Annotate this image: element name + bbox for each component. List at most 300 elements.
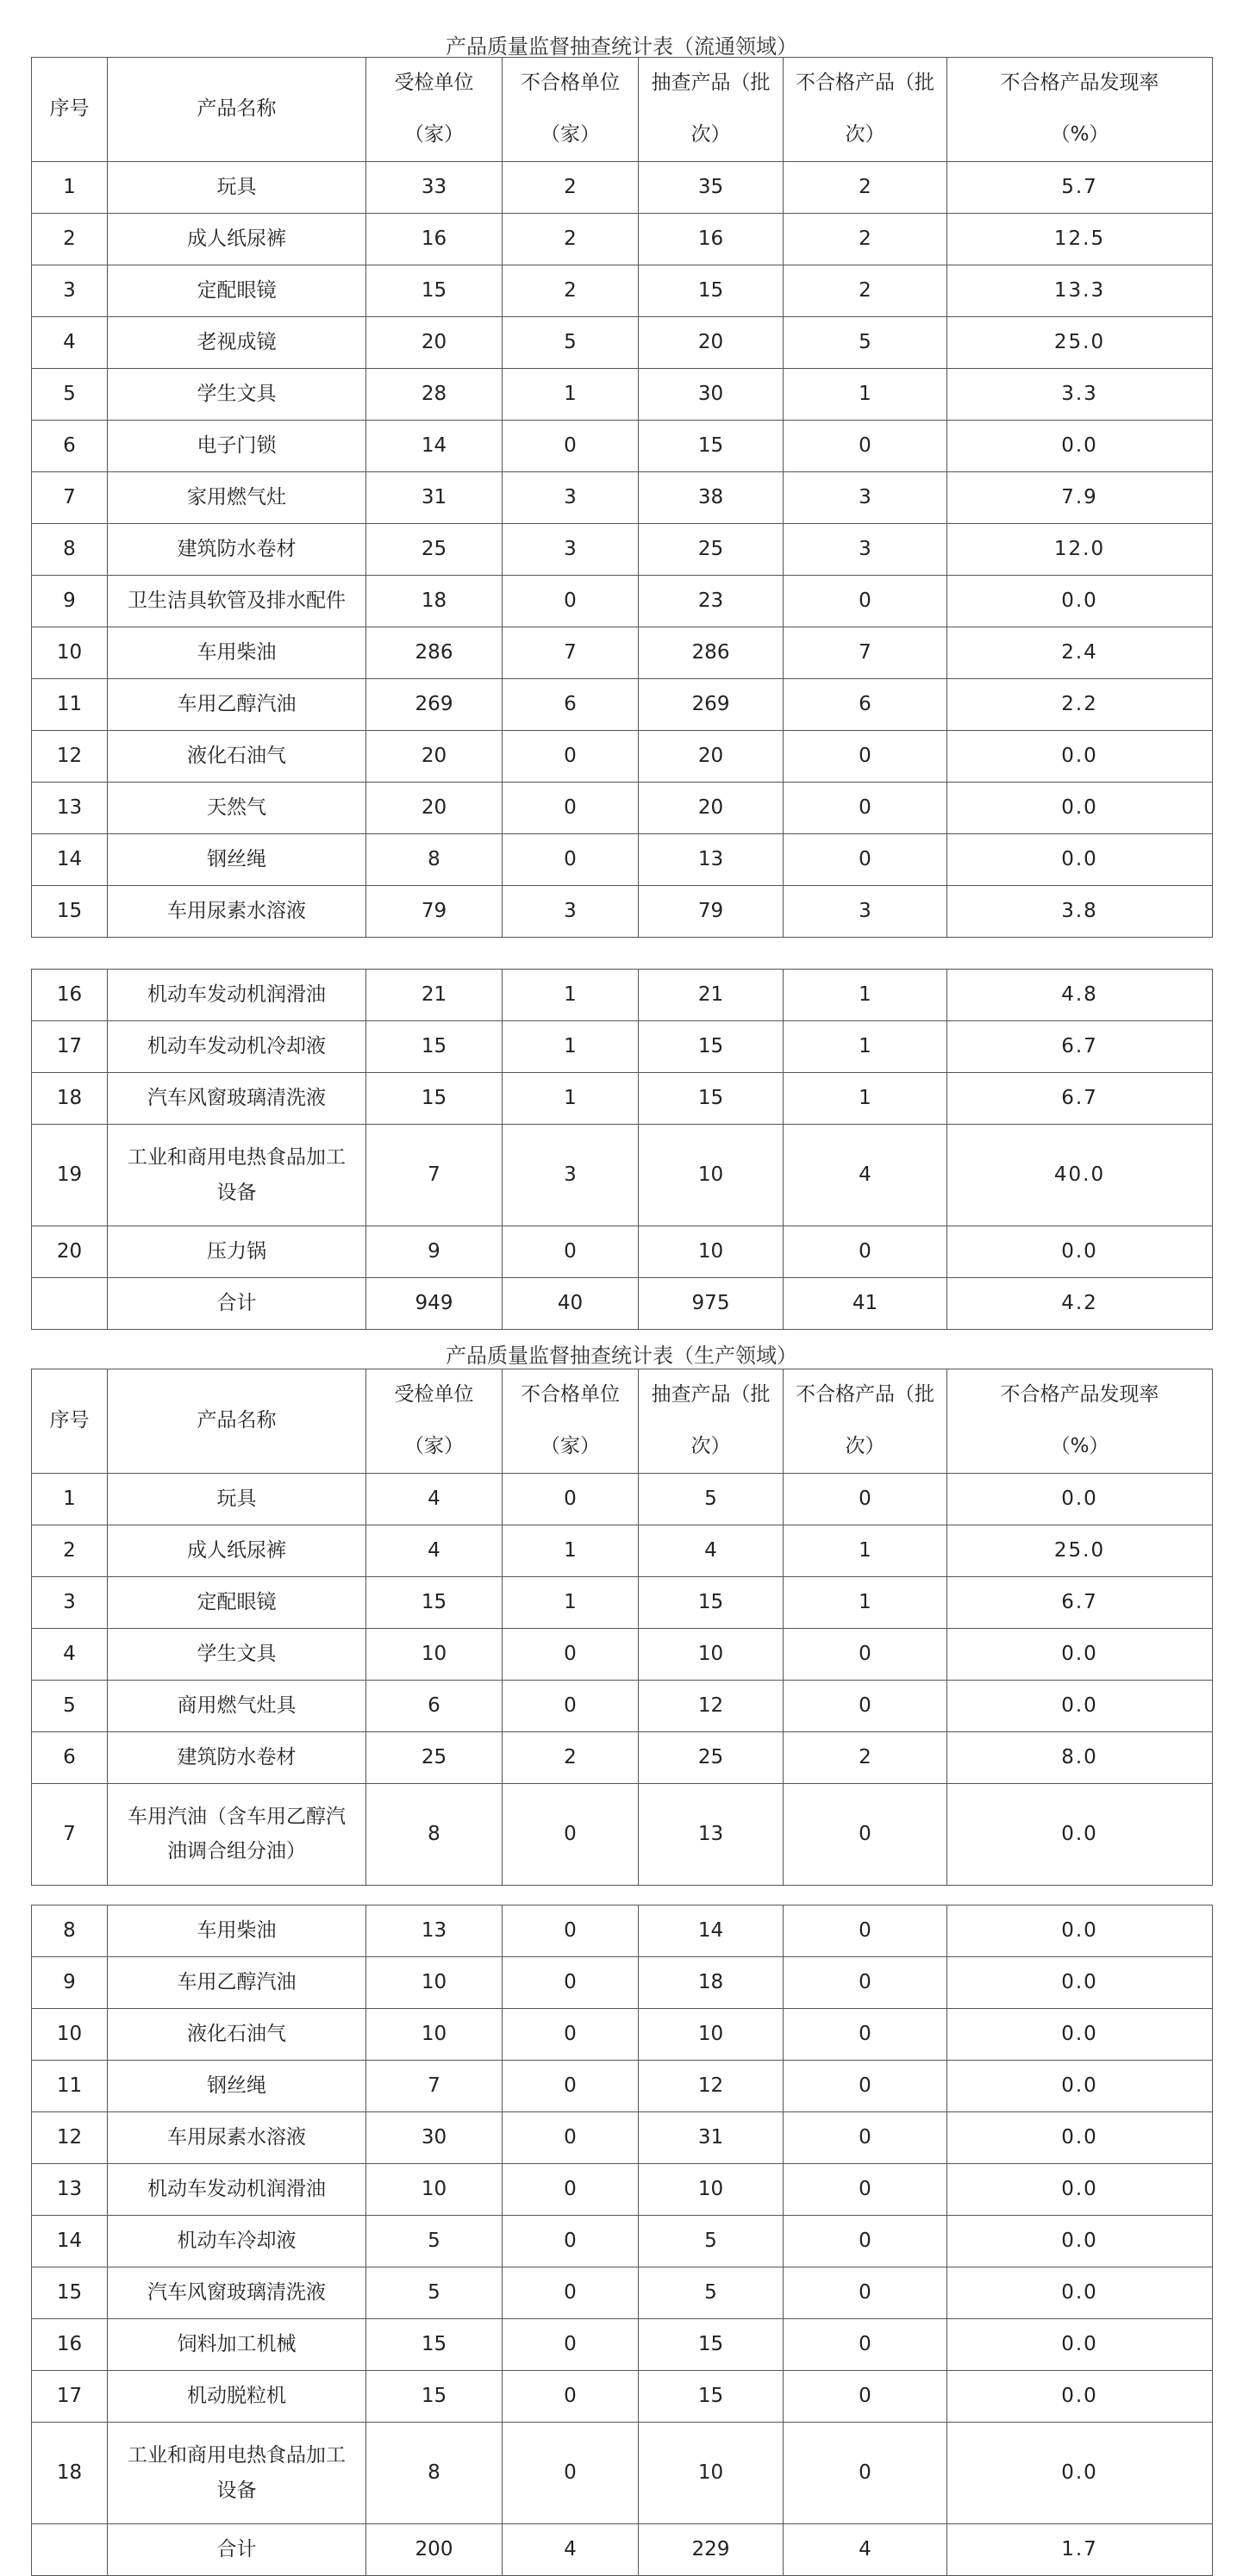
row-batches: 18 (639, 1957, 784, 2009)
row-units: 33 (366, 161, 503, 213)
table-row (32, 2061, 1213, 2112)
row-product-name: 定配眼镜 (108, 265, 366, 316)
row-units: 6 (366, 1680, 503, 1731)
row-units: 286 (366, 627, 503, 678)
table2-header-row (32, 1369, 1213, 1474)
table-row (32, 1525, 1213, 1576)
row-product-name: 成人纸尿裤 (108, 213, 366, 265)
row-seq: 7 (32, 471, 108, 523)
header-seq: 序号 (32, 58, 108, 162)
table-row (32, 2267, 1213, 2319)
row-units: 79 (366, 885, 503, 937)
row-product-name: 机动车发动机润滑油 (108, 2164, 366, 2216)
total-units: 200 (366, 2524, 503, 2576)
row-product-name: 电子门锁 (108, 420, 366, 471)
row-fail-batches: 3 (784, 471, 947, 523)
row-units: 9 (366, 1226, 503, 1278)
header-batches: 抽查产品（批 次） (639, 1369, 784, 1474)
row-fail-units: 0 (503, 1628, 639, 1680)
row-product-name: 卫生洁具软管及排水配件 (108, 575, 366, 627)
row-seq: 17 (32, 2371, 108, 2423)
row-units: 31 (366, 471, 503, 523)
row-batches: 21 (639, 970, 784, 1021)
row-product-name: 建筑防水卷材 (108, 1731, 366, 1783)
table-row (32, 1576, 1213, 1628)
row-fail-units: 0 (503, 1783, 639, 1885)
row-units: 15 (366, 2319, 503, 2371)
row-units: 269 (366, 678, 503, 730)
row-product-name: 钢丝绳 (108, 2061, 366, 2112)
row-fail-batches: 0 (784, 2009, 947, 2061)
row-seq: 9 (32, 575, 108, 627)
table-row (32, 575, 1213, 627)
row-product-name: 老视成镜 (108, 316, 366, 368)
row-batches: 286 (639, 627, 784, 678)
total-row (32, 2524, 1213, 2576)
row-fail-units: 0 (503, 2061, 639, 2112)
row-units: 15 (366, 1576, 503, 1628)
row-units: 21 (366, 970, 503, 1021)
table-row (32, 1021, 1213, 1073)
total-seq (32, 1278, 108, 1330)
row-seq: 17 (32, 1021, 108, 1073)
row-product-name: 液化石油气 (108, 730, 366, 782)
row-product-name: 车用柴油 (108, 627, 366, 678)
table-row (32, 420, 1213, 471)
row-seq: 8 (32, 1905, 108, 1957)
header-name: 产品名称 (108, 1369, 366, 1474)
row-rate: 5.7 (947, 161, 1213, 213)
row-batches: 12 (639, 2061, 784, 2112)
table-row (32, 2216, 1213, 2267)
row-product-name: 天然气 (108, 782, 366, 833)
row-fail-units: 1 (503, 970, 639, 1021)
row-fail-batches: 0 (784, 1783, 947, 1885)
row-fail-units: 3 (503, 1125, 639, 1226)
total-seq (32, 2524, 108, 2576)
row-product-name: 液化石油气 (108, 2009, 366, 2061)
row-rate: 0.0 (947, 1905, 1213, 1957)
row-rate: 6.7 (947, 1021, 1213, 1073)
table1-part1 (31, 57, 1213, 938)
row-product-name: 钢丝绳 (108, 833, 366, 885)
table-row (32, 1731, 1213, 1783)
row-fail-units: 0 (503, 2164, 639, 2216)
table-row (32, 2112, 1213, 2164)
row-fail-batches: 0 (784, 1957, 947, 2009)
row-units: 4 (366, 1525, 503, 1576)
row-units: 15 (366, 1073, 503, 1125)
row-rate: 0.0 (947, 1473, 1213, 1525)
table-row (32, 2319, 1213, 2371)
row-seq: 10 (32, 2009, 108, 2061)
row-rate: 4.8 (947, 970, 1213, 1021)
table-row (32, 1125, 1213, 1226)
row-rate: 12.0 (947, 523, 1213, 575)
header-rate: 不合格产品发现率 （%） (947, 58, 1213, 162)
row-fail-units: 2 (503, 213, 639, 265)
row-rate: 25.0 (947, 316, 1213, 368)
row-units: 10 (366, 1628, 503, 1680)
row-product-name: 车用乙醇汽油 (108, 678, 366, 730)
row-batches: 31 (639, 2112, 784, 2164)
row-units: 4 (366, 1473, 503, 1525)
row-rate: 0.0 (947, 2267, 1213, 2319)
row-product-name: 汽车风窗玻璃清洗液 (108, 2267, 366, 2319)
row-seq: 2 (32, 1525, 108, 1576)
row-product-name: 车用汽油（含车用乙醇汽油调合组分油） (108, 1783, 366, 1885)
row-rate: 6.7 (947, 1073, 1213, 1125)
row-rate: 0.0 (947, 2371, 1213, 2423)
row-batches: 10 (639, 2164, 784, 2216)
row-batches: 15 (639, 1073, 784, 1125)
row-product-name: 饲料加工机械 (108, 2319, 366, 2371)
row-batches: 13 (639, 1783, 784, 1885)
row-fail-batches: 0 (784, 420, 947, 471)
row-fail-batches: 1 (784, 1576, 947, 1628)
row-rate: 0.0 (947, 2061, 1213, 2112)
row-fail-units: 0 (503, 575, 639, 627)
row-product-name: 汽车风窗玻璃清洗液 (108, 1073, 366, 1125)
row-fail-units: 0 (503, 2267, 639, 2319)
row-fail-batches: 0 (784, 1226, 947, 1278)
row-seq: 18 (32, 1073, 108, 1125)
table-row (32, 970, 1213, 1021)
row-fail-units: 1 (503, 1073, 639, 1125)
total-fail-batches: 4 (784, 2524, 947, 2576)
row-units: 5 (366, 2267, 503, 2319)
row-rate: 6.7 (947, 1576, 1213, 1628)
row-product-name: 学生文具 (108, 1628, 366, 1680)
row-fail-batches: 0 (784, 2216, 947, 2267)
row-batches: 25 (639, 523, 784, 575)
row-units: 16 (366, 213, 503, 265)
row-batches: 79 (639, 885, 784, 937)
table-row (32, 2164, 1213, 2216)
row-product-name: 玩具 (108, 1473, 366, 1525)
total-rate: 1.7 (947, 2524, 1213, 2576)
table-row (32, 2423, 1213, 2524)
row-fail-batches: 0 (784, 730, 947, 782)
row-product-name: 定配眼镜 (108, 1576, 366, 1628)
row-units: 25 (366, 1731, 503, 1783)
total-batches: 975 (639, 1278, 784, 1330)
table-row (32, 782, 1213, 833)
row-fail-batches: 1 (784, 1021, 947, 1073)
table-row (32, 523, 1213, 575)
row-seq: 18 (32, 2423, 108, 2524)
row-units: 10 (366, 2009, 503, 2061)
row-batches: 15 (639, 265, 784, 316)
row-fail-batches: 2 (784, 213, 947, 265)
row-units: 7 (366, 1125, 503, 1226)
row-fail-units: 5 (503, 316, 639, 368)
row-fail-units: 1 (503, 368, 639, 420)
row-seq: 3 (32, 1576, 108, 1628)
row-batches: 25 (639, 1731, 784, 1783)
row-rate: 0.0 (947, 2423, 1213, 2524)
row-seq: 12 (32, 2112, 108, 2164)
total-fail-units: 40 (503, 1278, 639, 1330)
row-fail-units: 0 (503, 2423, 639, 2524)
row-rate: 0.0 (947, 2319, 1213, 2371)
row-rate: 0.0 (947, 2009, 1213, 2061)
row-rate: 0.0 (947, 730, 1213, 782)
row-rate: 3.3 (947, 368, 1213, 420)
row-fail-units: 3 (503, 471, 639, 523)
row-product-name: 车用柴油 (108, 1905, 366, 1957)
row-fail-batches: 6 (784, 678, 947, 730)
row-product-name: 压力锅 (108, 1226, 366, 1278)
row-rate: 0.0 (947, 1783, 1213, 1885)
row-fail-units: 0 (503, 1957, 639, 2009)
row-fail-batches: 0 (784, 2164, 947, 2216)
table-row (32, 1905, 1213, 1957)
total-row (32, 1278, 1213, 1330)
row-seq: 3 (32, 265, 108, 316)
row-units: 15 (366, 265, 503, 316)
row-fail-batches: 0 (784, 1680, 947, 1731)
row-product-name: 建筑防水卷材 (108, 523, 366, 575)
table1-part2 (31, 969, 1213, 1330)
row-product-name: 机动脱粒机 (108, 2371, 366, 2423)
row-units: 5 (366, 2216, 503, 2267)
row-seq: 14 (32, 833, 108, 885)
row-seq: 5 (32, 1680, 108, 1731)
table-row (32, 1680, 1213, 1731)
row-fail-batches: 1 (784, 1073, 947, 1125)
table-row (32, 1957, 1213, 2009)
table-row (32, 316, 1213, 368)
row-rate: 3.8 (947, 885, 1213, 937)
row-batches: 10 (639, 1125, 784, 1226)
row-batches: 23 (639, 575, 784, 627)
row-rate: 0.0 (947, 833, 1213, 885)
table-row (32, 2009, 1213, 2061)
row-fail-batches: 5 (784, 316, 947, 368)
row-fail-batches: 0 (784, 2112, 947, 2164)
row-batches: 10 (639, 1628, 784, 1680)
row-batches: 14 (639, 1905, 784, 1957)
row-rate: 40.0 (947, 1125, 1213, 1226)
row-fail-batches: 0 (784, 2423, 947, 2524)
row-seq: 13 (32, 2164, 108, 2216)
row-batches: 10 (639, 1226, 784, 1278)
row-fail-units: 0 (503, 2319, 639, 2371)
row-batches: 269 (639, 678, 784, 730)
row-batches: 20 (639, 316, 784, 368)
row-rate: 7.9 (947, 471, 1213, 523)
row-batches: 15 (639, 420, 784, 471)
row-rate: 0.0 (947, 2164, 1213, 2216)
row-batches: 10 (639, 2009, 784, 2061)
table-row (32, 2371, 1213, 2423)
row-seq: 4 (32, 1628, 108, 1680)
table2-part2 (31, 1905, 1213, 2576)
row-product-name: 玩具 (108, 161, 366, 213)
total-label: 合计 (108, 2524, 366, 2576)
row-rate: 0.0 (947, 2216, 1213, 2267)
row-fail-units: 0 (503, 2112, 639, 2164)
row-units: 20 (366, 316, 503, 368)
table-row (32, 368, 1213, 420)
row-seq: 9 (32, 1957, 108, 2009)
table-row (32, 471, 1213, 523)
table2-part1 (31, 1369, 1213, 1886)
row-rate: 0.0 (947, 1957, 1213, 2009)
row-fail-units: 3 (503, 885, 639, 937)
header-name: 产品名称 (108, 58, 366, 162)
row-fail-units: 0 (503, 730, 639, 782)
row-units: 20 (366, 782, 503, 833)
row-fail-batches: 0 (784, 575, 947, 627)
row-fail-units: 1 (503, 1021, 639, 1073)
row-batches: 15 (639, 2319, 784, 2371)
table-row (32, 1073, 1213, 1125)
row-fail-units: 2 (503, 161, 639, 213)
row-seq: 15 (32, 2267, 108, 2319)
row-rate: 0.0 (947, 1226, 1213, 1278)
row-fail-units: 1 (503, 1576, 639, 1628)
row-fail-batches: 2 (784, 1731, 947, 1783)
row-batches: 10 (639, 2423, 784, 2524)
table-row (32, 1783, 1213, 1885)
row-seq: 16 (32, 2319, 108, 2371)
row-fail-batches: 1 (784, 368, 947, 420)
header-fail-units: 不合格单位 （家） (503, 58, 639, 162)
table2-title: 产品质量监督抽查统计表（生产领域） (446, 1344, 797, 1368)
row-units: 7 (366, 2061, 503, 2112)
row-batches: 35 (639, 161, 784, 213)
row-batches: 15 (639, 1576, 784, 1628)
total-label: 合计 (108, 1278, 366, 1330)
header-fail-batches: 不合格产品（批 次） (784, 58, 947, 162)
row-batches: 38 (639, 471, 784, 523)
row-product-name: 车用尿素水溶液 (108, 2112, 366, 2164)
row-rate: 0.0 (947, 1680, 1213, 1731)
table-row (32, 885, 1213, 937)
table-row (32, 1226, 1213, 1278)
row-fail-units: 0 (503, 420, 639, 471)
table-row (32, 1628, 1213, 1680)
row-batches: 20 (639, 782, 784, 833)
row-fail-batches: 3 (784, 523, 947, 575)
total-rate: 4.2 (947, 1278, 1213, 1330)
row-batches: 20 (639, 730, 784, 782)
row-fail-units: 0 (503, 1905, 639, 1957)
row-fail-batches: 7 (784, 627, 947, 678)
header-units: 受检单位 （家） (366, 58, 503, 162)
row-fail-units: 2 (503, 265, 639, 316)
row-product-name: 机动车发动机冷却液 (108, 1021, 366, 1073)
table-row (32, 833, 1213, 885)
header-fail-units: 不合格单位 （家） (503, 1369, 639, 1474)
table-row (32, 1473, 1213, 1525)
row-fail-units: 1 (503, 1525, 639, 1576)
row-product-name: 机动车冷却液 (108, 2216, 366, 2267)
row-rate: 12.5 (947, 213, 1213, 265)
row-seq: 7 (32, 1783, 108, 1885)
row-fail-units: 0 (503, 2371, 639, 2423)
row-seq: 5 (32, 368, 108, 420)
row-fail-batches: 0 (784, 833, 947, 885)
row-fail-units: 0 (503, 1226, 639, 1278)
row-units: 8 (366, 1783, 503, 1885)
row-batches: 4 (639, 1525, 784, 1576)
row-rate: 25.0 (947, 1525, 1213, 1576)
row-fail-units: 3 (503, 523, 639, 575)
table-row (32, 730, 1213, 782)
row-fail-batches: 4 (784, 1125, 947, 1226)
row-units: 18 (366, 575, 503, 627)
row-units: 20 (366, 730, 503, 782)
row-fail-batches: 3 (784, 885, 947, 937)
row-fail-units: 6 (503, 678, 639, 730)
table-row (32, 161, 1213, 213)
row-units: 8 (366, 2423, 503, 2524)
row-fail-batches: 0 (784, 782, 947, 833)
table-row (32, 265, 1213, 316)
row-batches: 13 (639, 833, 784, 885)
total-batches: 229 (639, 2524, 784, 2576)
row-fail-batches: 2 (784, 161, 947, 213)
row-seq: 4 (32, 316, 108, 368)
row-rate: 0.0 (947, 420, 1213, 471)
row-seq: 10 (32, 627, 108, 678)
row-fail-batches: 0 (784, 1628, 947, 1680)
row-seq: 1 (32, 1473, 108, 1525)
row-seq: 8 (32, 523, 108, 575)
row-seq: 6 (32, 420, 108, 471)
row-product-name: 工业和商用电热食品加工设备 (108, 2423, 366, 2524)
header-seq: 序号 (32, 1369, 108, 1474)
row-fail-units: 0 (503, 2009, 639, 2061)
row-batches: 5 (639, 1473, 784, 1525)
row-batches: 30 (639, 368, 784, 420)
row-seq: 16 (32, 970, 108, 1021)
row-units: 10 (366, 1957, 503, 2009)
header-fail-batches: 不合格产品（批 次） (784, 1369, 947, 1474)
row-fail-units: 0 (503, 782, 639, 833)
row-seq: 15 (32, 885, 108, 937)
row-units: 13 (366, 1905, 503, 1957)
row-seq: 6 (32, 1731, 108, 1783)
row-fail-batches: 0 (784, 2061, 947, 2112)
row-fail-batches: 0 (784, 1905, 947, 1957)
row-seq: 20 (32, 1226, 108, 1278)
row-fail-batches: 1 (784, 970, 947, 1021)
row-fail-units: 2 (503, 1731, 639, 1783)
row-batches: 5 (639, 2216, 784, 2267)
row-fail-batches: 0 (784, 2319, 947, 2371)
row-units: 15 (366, 1021, 503, 1073)
table-row (32, 213, 1213, 265)
row-fail-units: 7 (503, 627, 639, 678)
row-rate: 0.0 (947, 782, 1213, 833)
table-row (32, 627, 1213, 678)
row-product-name: 机动车发动机润滑油 (108, 970, 366, 1021)
row-units: 10 (366, 2164, 503, 2216)
row-units: 30 (366, 2112, 503, 2164)
header-units: 受检单位 （家） (366, 1369, 503, 1474)
row-rate: 0.0 (947, 2112, 1213, 2164)
row-units: 8 (366, 833, 503, 885)
header-batches: 抽查产品（批 次） (639, 58, 784, 162)
row-product-name: 商用燃气灶具 (108, 1680, 366, 1731)
row-product-name: 家用燃气灶 (108, 471, 366, 523)
row-seq: 13 (32, 782, 108, 833)
row-units: 25 (366, 523, 503, 575)
